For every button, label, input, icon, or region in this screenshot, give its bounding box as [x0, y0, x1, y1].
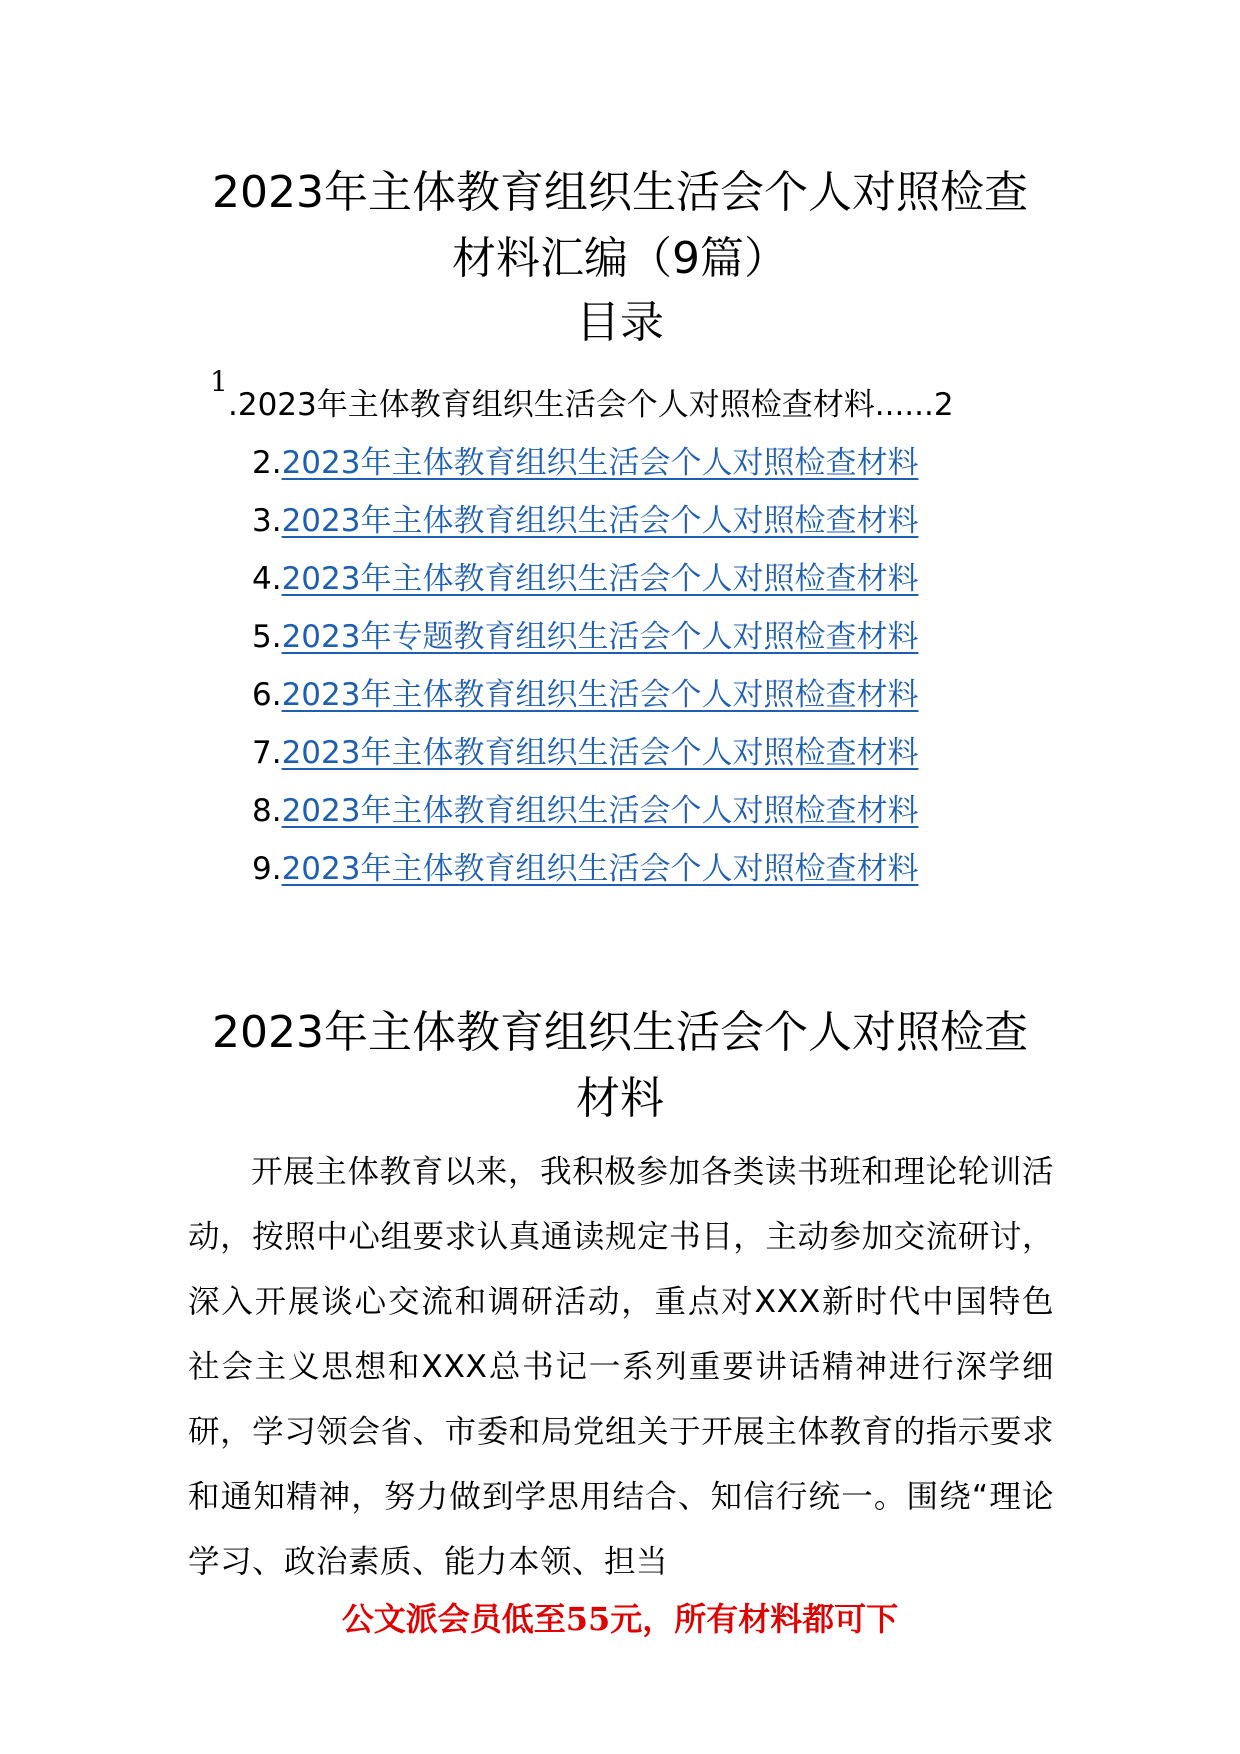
document-title	[150, 160, 1090, 292]
toc-link[interactable]: 2023年主体教育组织生活会个人对照检查材料	[281, 735, 919, 771]
toc-link[interactable]: 2023年主体教育组织生活会个人对照检查材料	[281, 793, 919, 829]
article-paragraph: 开展主体教育以来，我积极参加各类读书班和理论轮训活动，按照中心组要求认真通读规定书目，主动参加交流研讨，深入开展谈心交流和调研活动，重点对XXX新时代中国特色社会主义思想和XXX总书记一系列重要讲话精神进行深学细研，学习领会省、市委和局党组关于开展主体教育的指示要求和通知精神，努力做到学思用结合、知信行统一。围绕“理论学习、政治素质、能力本领、担当	[188, 1154, 1054, 1580]
toc-item-number: 8.	[252, 793, 282, 829]
toc-item-number: 7.	[252, 735, 282, 771]
toc-link[interactable]: 2023年主体教育组织生活会个人对照检查材料	[281, 851, 919, 887]
footer-promo-note: 公文派会员低至55元，所有材料都可下	[341, 1600, 899, 1638]
toc-item-1-text: .2023年主体教育组织生活会个人对照检查材料......2	[228, 387, 954, 423]
toc-item-7[interactable]	[252, 733, 918, 773]
toc-item-1[interactable]	[228, 385, 954, 425]
toc-item-number: 9.	[252, 851, 282, 887]
toc-item-9[interactable]	[252, 849, 918, 889]
toc-item-number: 3.	[252, 503, 282, 539]
toc-item-3[interactable]	[252, 501, 918, 541]
article-title	[150, 1000, 1090, 1132]
toc-heading: 目录	[576, 297, 664, 348]
document-title-line2: 材料汇编（9篇）	[452, 233, 788, 284]
toc-item-8[interactable]	[252, 791, 918, 831]
toc-link[interactable]: 2023年主体教育组织生活会个人对照检查材料	[281, 503, 919, 539]
toc-item-number: 5.	[252, 619, 282, 655]
toc-link[interactable]: 2023年主体教育组织生活会个人对照检查材料	[281, 677, 919, 713]
article-title-line1: 2023年主体教育组织生活会个人对照检查	[212, 1007, 1028, 1058]
toc-item-number: 1	[210, 365, 228, 398]
toc-item-6[interactable]	[252, 675, 918, 715]
toc-item-5[interactable]	[252, 617, 918, 657]
toc-item-number: 6.	[252, 677, 282, 713]
article-title-line2: 材料	[576, 1073, 664, 1124]
toc-item-4[interactable]	[252, 559, 918, 599]
toc-item-number: 4.	[252, 561, 282, 597]
toc-item-number: 2.	[252, 445, 282, 481]
toc-item-2[interactable]	[252, 443, 918, 483]
toc-link[interactable]: 2023年主体教育组织生活会个人对照检查材料	[281, 445, 919, 481]
document-title-line1: 2023年主体教育组织生活会个人对照检查	[212, 167, 1028, 218]
toc-link[interactable]: 2023年专题教育组织生活会个人对照检查材料	[281, 619, 919, 655]
toc-link[interactable]: 2023年主体教育组织生活会个人对照检查材料	[281, 561, 919, 597]
